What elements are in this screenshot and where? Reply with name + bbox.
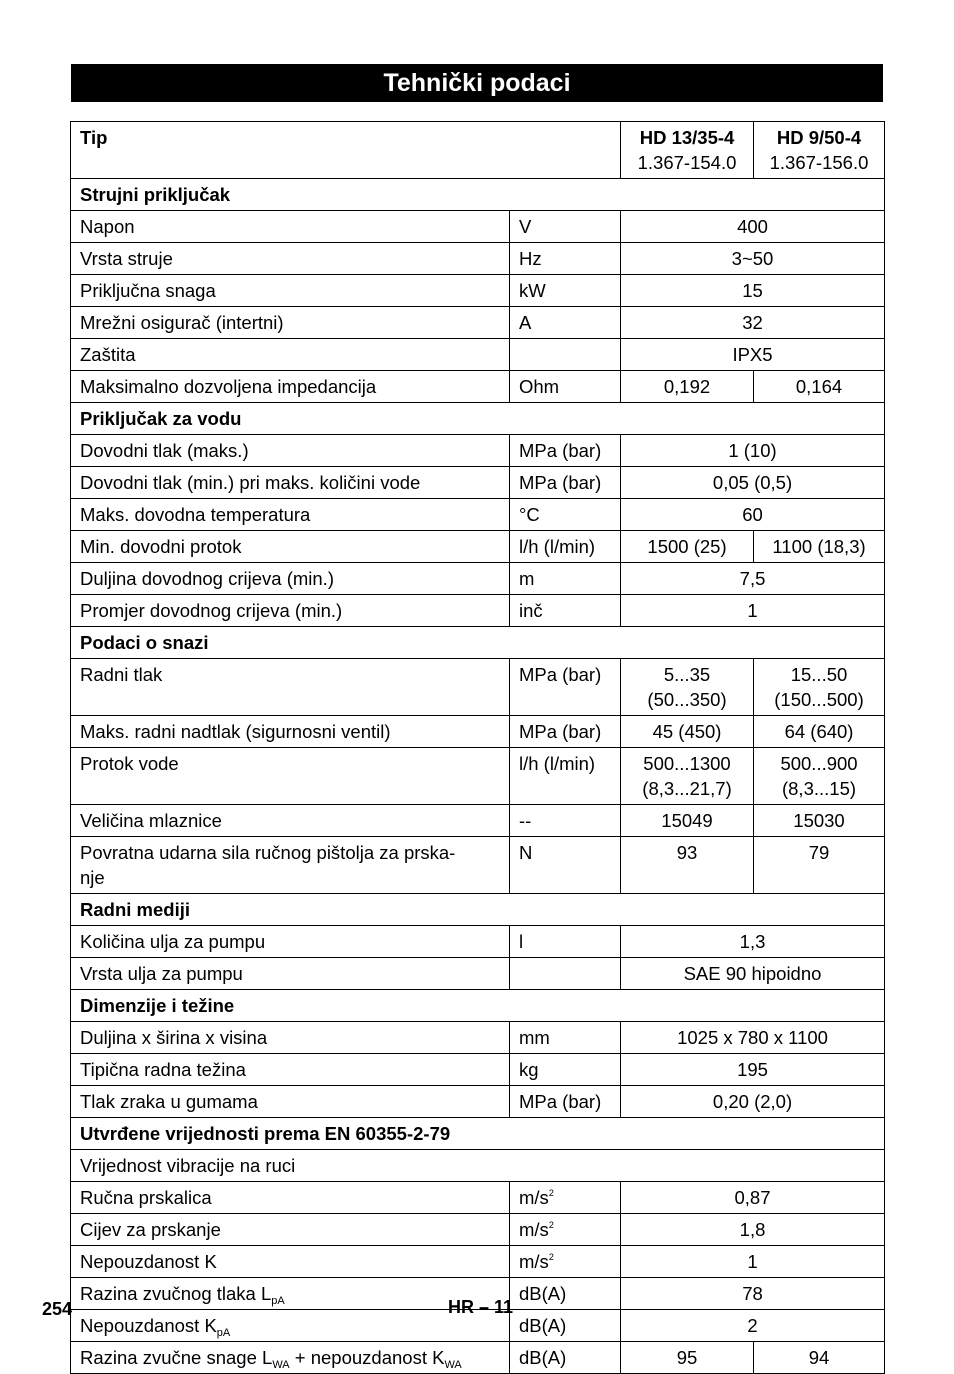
row-label: Mrežni osigurač (intertni)	[71, 307, 510, 339]
row-value: 0,20 (2,0)	[621, 1086, 885, 1118]
row-value: 15049	[621, 805, 754, 837]
row-label: Tipična radna težina	[71, 1054, 510, 1086]
table-row	[71, 563, 885, 595]
section-header	[71, 990, 885, 1022]
section-header	[71, 1118, 885, 1150]
row-unit: dB(A)	[510, 1342, 621, 1374]
section-header	[71, 627, 885, 659]
row-value: 500...900 (8,3...15)	[754, 748, 885, 805]
row-label: Promjer dovodnog crijeva (min.)	[71, 595, 510, 627]
row-unit: m	[510, 563, 621, 595]
row-label: Duljina x širina x visina	[71, 1022, 510, 1054]
row-value: 195	[621, 1054, 885, 1086]
table-row	[71, 211, 885, 243]
table-row	[71, 659, 885, 716]
table-row	[71, 467, 885, 499]
row-value: 2	[621, 1310, 885, 1342]
row-label: Povratna udarna sila ručnog pištolja za prska- nje	[71, 837, 510, 894]
row-value: 3~50	[621, 243, 885, 275]
section-marker: HR – 11	[448, 1297, 514, 1317]
row-value: 1100 (18,3)	[754, 531, 885, 563]
row-value: 1025 x 780 x 1100	[621, 1022, 885, 1054]
table-row	[71, 371, 885, 403]
type-label: Tip	[71, 122, 621, 179]
row-unit: A	[510, 307, 621, 339]
row-value: 1,3	[621, 926, 885, 958]
row-value: 60	[621, 499, 885, 531]
row-unit: Hz	[510, 243, 621, 275]
row-label: Dovodni tlak (min.) pri maks. količini vode	[71, 467, 510, 499]
row-value: 15030	[754, 805, 885, 837]
table-row	[71, 1054, 885, 1086]
row-label: Razina zvučne snage $L_{WA}$ + nepouzdanost $K_{WA}$	[71, 1342, 510, 1374]
row-unit: dB(A)	[510, 1310, 621, 1342]
table-row	[71, 595, 885, 627]
spec-table	[70, 121, 885, 1374]
table-row	[71, 958, 885, 990]
section-title: Dimenzije i težine	[71, 990, 885, 1022]
row-unit: l	[510, 926, 621, 958]
page-title: Tehnički podaci	[71, 64, 883, 102]
row-value: 64 (640)	[754, 716, 885, 748]
table-row	[71, 1022, 885, 1054]
row-label: Zaštita	[71, 339, 510, 371]
model-header	[754, 122, 885, 179]
row-unit: N	[510, 837, 621, 894]
row-label: Maksimalno dozvoljena impedancija	[71, 371, 510, 403]
row-value: IPX5	[621, 339, 885, 371]
row-label: Radni tlak	[71, 659, 510, 716]
section-title: Strujni priključak	[71, 179, 885, 211]
row-value: 45 (450)	[621, 716, 754, 748]
row-label: Razina zvučnog tlaka $L_{pA}$	[71, 1278, 510, 1310]
table-row	[71, 435, 885, 467]
row-unit: kg	[510, 1054, 621, 1086]
row-value: 1,8	[621, 1214, 885, 1246]
section-title: Podaci o snazi	[71, 627, 885, 659]
table-row	[71, 837, 885, 894]
row-unit: inč	[510, 595, 621, 627]
section-title: Priključak za vodu	[71, 403, 885, 435]
row-label: Duljina dovodnog crijeva (min.)	[71, 563, 510, 595]
row-unit: MPa (bar)	[510, 1086, 621, 1118]
model-header	[621, 122, 754, 179]
row-value: 15	[621, 275, 885, 307]
row-value: 79	[754, 837, 885, 894]
row-label: Tlak zraka u gumama	[71, 1086, 510, 1118]
header-row	[71, 122, 885, 179]
model-code: 1.367-156.0	[769, 152, 869, 173]
row-label: Vrsta ulja za pumpu	[71, 958, 510, 990]
row-value: 1500 (25)	[621, 531, 754, 563]
table-row	[71, 1246, 885, 1278]
row-value: 1 (10)	[621, 435, 885, 467]
row-label: Nepouzdanost $K_{pA}$	[71, 1310, 510, 1342]
row-label: Količina ulja za pumpu	[71, 926, 510, 958]
table-row	[71, 531, 885, 563]
row-unit: Ohm	[510, 371, 621, 403]
row-unit: MPa (bar)	[510, 659, 621, 716]
row-value: 500...1300 (8,3...21,7)	[621, 748, 754, 805]
table-row	[71, 926, 885, 958]
row-unit: °C	[510, 499, 621, 531]
model-code: 1.367-154.0	[637, 152, 737, 173]
table-row	[71, 716, 885, 748]
row-label: Maks. radni nadtlak (sigurnosni ventil)	[71, 716, 510, 748]
row-unit: l/h (l/min)	[510, 748, 621, 805]
row-value: 400	[621, 211, 885, 243]
row-unit: $m/s^2$	[510, 1246, 621, 1278]
table-row	[71, 1214, 885, 1246]
table-row	[71, 243, 885, 275]
row-unit: V	[510, 211, 621, 243]
row-value: 0,164	[754, 371, 885, 403]
row-unit: kW	[510, 275, 621, 307]
row-unit: mm	[510, 1022, 621, 1054]
row-value: 93	[621, 837, 754, 894]
table-row	[71, 307, 885, 339]
table-row	[71, 275, 885, 307]
row-value: 94	[754, 1342, 885, 1374]
table-row	[71, 748, 885, 805]
row-label: Vrsta struje	[71, 243, 510, 275]
table-row	[71, 1342, 885, 1374]
section-header	[71, 179, 885, 211]
row-label: Protok vode	[71, 748, 510, 805]
row-unit: dB(A)	[510, 1278, 621, 1310]
section-title: Utvrđene vrijednosti prema EN 60355-2-79	[71, 1118, 885, 1150]
row-value: 1	[621, 595, 885, 627]
row-value: 0,87	[621, 1182, 885, 1214]
row-label: Ručna prskalica	[71, 1182, 510, 1214]
row-label: Napon	[71, 211, 510, 243]
row-unit: $m/s^2$	[510, 1182, 621, 1214]
row-value: 5...35 (50...350)	[621, 659, 754, 716]
row-label: Nepouzdanost K	[71, 1246, 510, 1278]
row-label: Priključna snaga	[71, 275, 510, 307]
row-unit	[510, 339, 621, 371]
row-unit	[510, 958, 621, 990]
table-row	[71, 805, 885, 837]
row-unit: MPa (bar)	[510, 435, 621, 467]
section-title: Radni mediji	[71, 894, 885, 926]
row-label: Veličina mlaznice	[71, 805, 510, 837]
row-value: 15...50 (150...500)	[754, 659, 885, 716]
model-name: HD 9/50-4	[776, 127, 862, 148]
model-name: HD 13/35-4	[639, 127, 735, 148]
row-value: 78	[621, 1278, 885, 1310]
row-value: 1	[621, 1246, 885, 1278]
section-header	[71, 894, 885, 926]
table-row	[71, 1086, 885, 1118]
row-unit: MPa (bar)	[510, 467, 621, 499]
row-label: Cijev za prskanje	[71, 1214, 510, 1246]
row-value: 0,192	[621, 371, 754, 403]
row-unit: $m/s^2$	[510, 1214, 621, 1246]
table-row	[71, 339, 885, 371]
table-row	[71, 1150, 885, 1182]
row-value: SAE 90 hipoidno	[621, 958, 885, 990]
row-label: Dovodni tlak (maks.)	[71, 435, 510, 467]
page-number: 254	[42, 1299, 73, 1319]
row-value: 95	[621, 1342, 754, 1374]
row-unit: l/h (l/min)	[510, 531, 621, 563]
row-value: 0,05 (0,5)	[621, 467, 885, 499]
row-value: 7,5	[621, 563, 885, 595]
row-label: Vrijednost vibracije na ruci	[71, 1150, 885, 1182]
row-unit: MPa (bar)	[510, 716, 621, 748]
row-label: Maks. dovodna temperatura	[71, 499, 510, 531]
row-value: 32	[621, 307, 885, 339]
table-row	[71, 499, 885, 531]
row-unit: --	[510, 805, 621, 837]
table-row	[71, 1182, 885, 1214]
row-label: Min. dovodni protok	[71, 531, 510, 563]
section-header	[71, 403, 885, 435]
